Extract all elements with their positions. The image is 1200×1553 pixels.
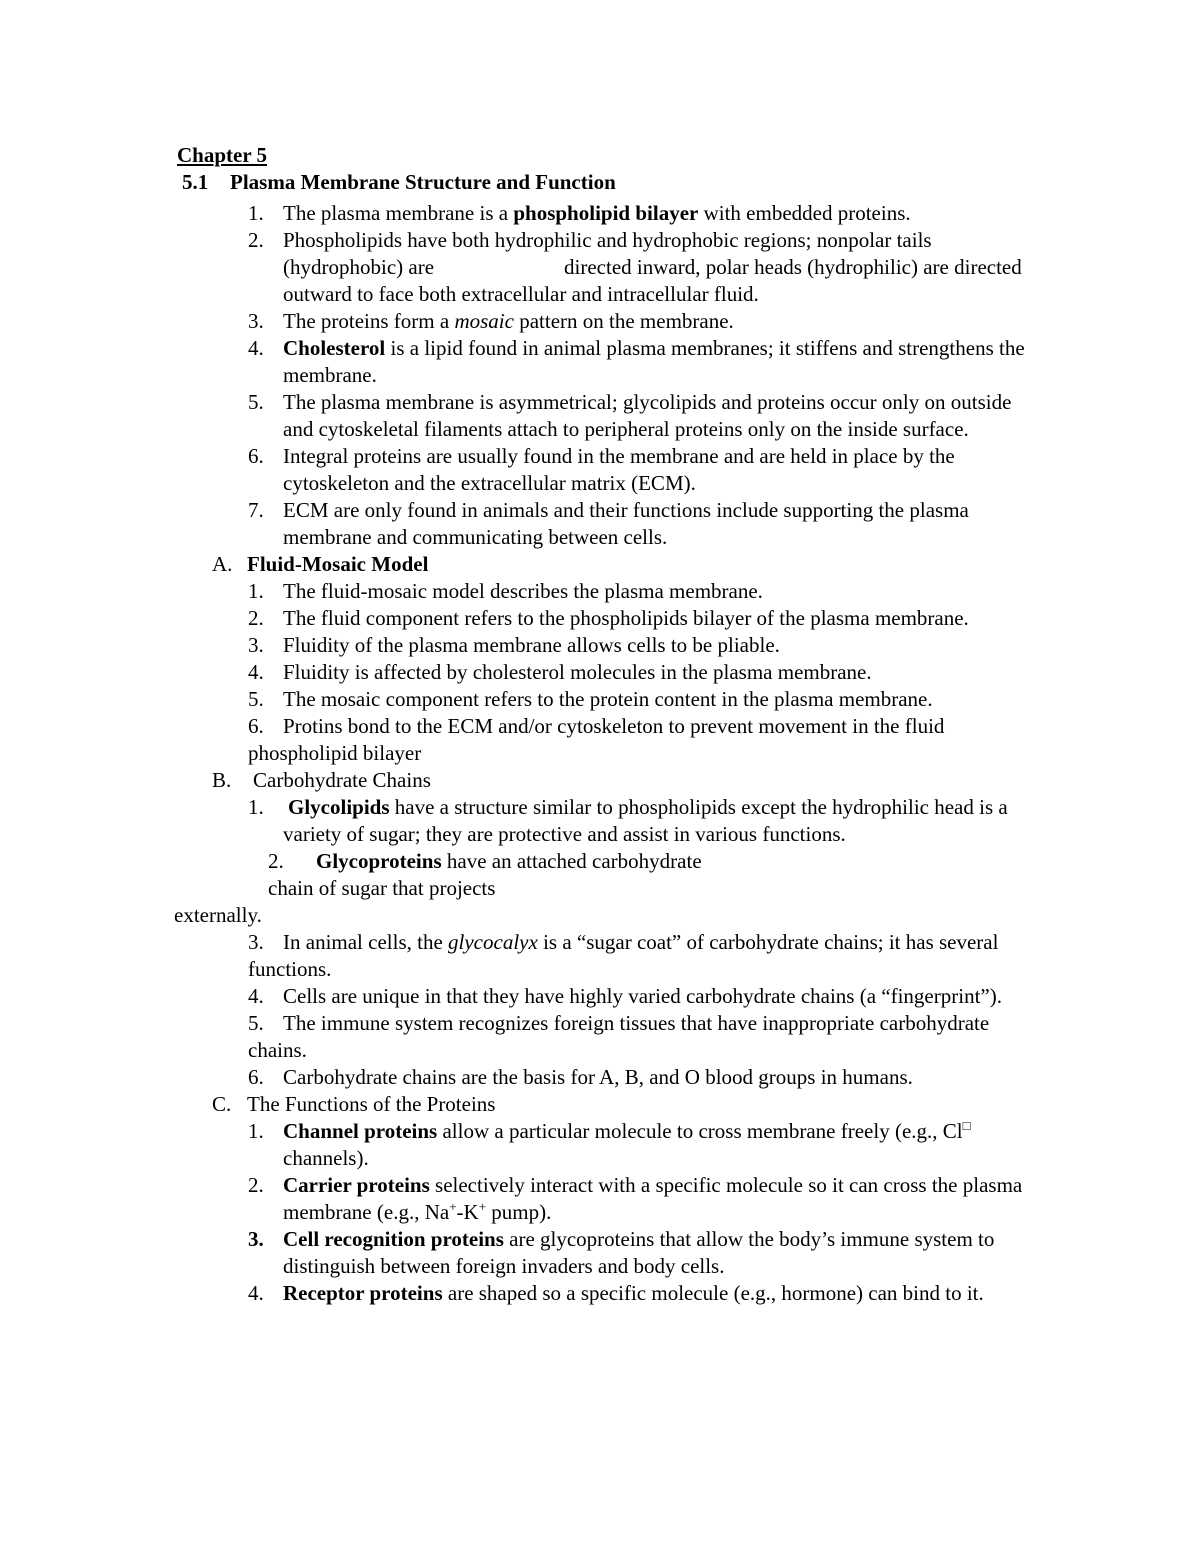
list-item: 3. In animal cells, the glycocalyx is a “sugar coat” of carbohydrate chains; it has several functions. <box>248 930 999 981</box>
chapter-title: Chapter 5 <box>177 143 268 167</box>
list-item: 5. The immune system recognizes foreign tissues that have inappropriate carbohydrate chains. <box>248 1011 990 1062</box>
document-body <box>0 200 1200 1307</box>
list-item: 4. Fluidity is affected by cholesterol molecules in the plasma membrane. <box>248 660 872 684</box>
subsection-heading-a: A. Fluid-Mosaic Model <box>212 552 429 576</box>
list-item: 1. Glycolipids have a structure similar to phospholipids except the hydrophilic head is a variety of sugar; they are protective and assist in various functions. <box>248 795 1008 846</box>
list-item: 1. The fluid-mosaic model describes the plasma membrane. <box>248 579 763 603</box>
list-item: 2. Phospholipids have both hydrophilic and hydrophobic regions; nonpolar tails (hydrophobic) are directed inward, polar heads (hydrophilic) are directed outward to face both extracellular and intracellular fluid. <box>248 228 1022 306</box>
list-item: 6. Protins bond to the ECM and/or cytoskeleton to prevent movement in the fluid phospholipid bilayer <box>248 714 945 765</box>
subsection-heading-b: B. Carbohydrate Chains <box>212 768 431 792</box>
list-item: 5. The plasma membrane is asymmetrical; glycolipids and proteins occur only on outside and cytoskeletal filaments attach to peripheral proteins only on the inside surface. <box>248 390 1012 441</box>
list-item: 4. Cholesterol is a lipid found in animal plasma membranes; it stiffens and strengthens the membrane. <box>248 336 1025 387</box>
list-item: 3. Fluidity of the plasma membrane allows cells to be pliable. <box>248 633 780 657</box>
list-item: 6. Carbohydrate chains are the basis for A, B, and O blood groups in humans. <box>248 1065 913 1089</box>
subsection-heading-c: C. The Functions of the Proteins <box>212 1092 496 1116</box>
list-item: 7. ECM are only found in animals and their functions include supporting the plasma membrane and communicating between cells. <box>248 498 969 549</box>
list-item: 2. The fluid component refers to the phospholipids bilayer of the plasma membrane. <box>248 606 969 630</box>
list-item: 1. The plasma membrane is a phospholipid bilayer with embedded proteins. <box>248 201 911 225</box>
list-item: 5. The mosaic component refers to the protein content in the plasma membrane. <box>248 687 933 711</box>
list-item: 2. Carrier proteins selectively interact with a specific molecule so it can cross the plasma membrane (e.g., Na+-K+ pump). <box>248 1173 1023 1224</box>
list-item: 6. Integral proteins are usually found in the membrane and are held in place by the cytoskeleton and the extracellular matrix (ECM). <box>248 444 955 495</box>
list-item: 3. Cell recognition proteins are glycoproteins that allow the body’s immune system to distinguish between foreign invaders and body cells. <box>248 1227 995 1278</box>
list-item: 3. The proteins form a mosaic pattern on the membrane. <box>248 309 734 333</box>
list-item: 4. Receptor proteins are shaped so a specific molecule (e.g., hormone) can bind to it. <box>248 1281 984 1305</box>
section-heading <box>182 169 616 196</box>
section-number: 5.1 <box>182 170 209 194</box>
list-item: 1. Channel proteins allow a particular molecule to cross membrane freely (e.g., Cl□ channels). <box>248 1118 971 1170</box>
list-item: 4. Cells are unique in that they have highly varied carbohydrate chains (a “fingerprint”). <box>248 984 1002 1008</box>
section-title: Plasma Membrane Structure and Function <box>230 170 616 194</box>
list-item: 2. Glycoproteins have an attached carbohydrate chain of sugar that projects externally. <box>174 849 702 927</box>
